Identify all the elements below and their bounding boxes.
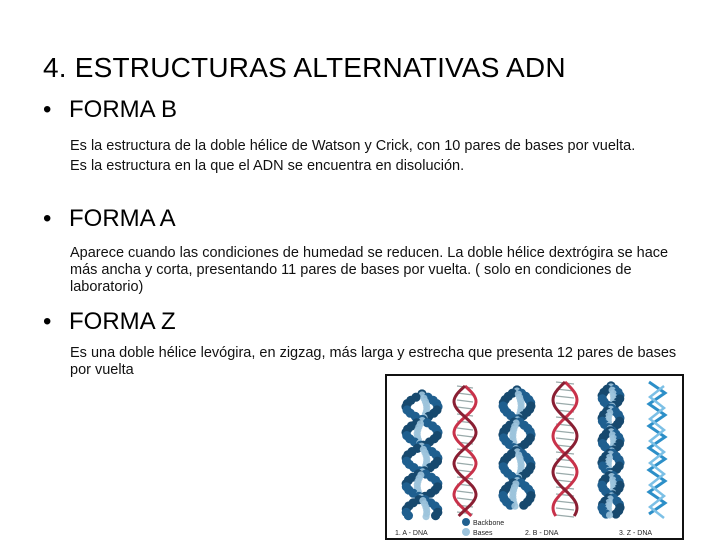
- dna-forms-figure: [385, 374, 684, 540]
- base-pair-rung: [556, 501, 574, 503]
- base-atom: [606, 511, 613, 518]
- base-pair-rung: [457, 407, 473, 409]
- base-pair-rung: [457, 498, 473, 500]
- base-pair-rung: [457, 428, 473, 430]
- bullet-forma-a: [43, 205, 176, 233]
- dna-illustration: [387, 376, 682, 538]
- base-pair-rung: [556, 515, 574, 517]
- legend-swatch-bases: [462, 528, 470, 536]
- paragraph-forma-b: [70, 138, 680, 175]
- base-pair-rung: [457, 456, 473, 458]
- paragraph-line: Es una doble hélice levógira, en zigzag, más larga y estrecha que presenta 12 pares de bases por vuelta: [70, 345, 677, 378]
- ribbon-a-dna: [454, 386, 476, 516]
- ribbon-b-dna: [553, 382, 577, 517]
- bullet-forma-b: [43, 96, 177, 124]
- bullet-dot: •: [43, 96, 52, 123]
- base-pair-rung: [457, 491, 473, 493]
- base-pair-rung: [457, 400, 473, 402]
- section-heading: FORMA A: [69, 205, 176, 232]
- base-pair-rung: [556, 473, 574, 475]
- helix-z-dna: [597, 381, 624, 518]
- base-pair-rung: [556, 396, 574, 398]
- base-atom: [422, 513, 429, 520]
- ribbon-z-dna: [649, 382, 665, 518]
- slide-title: 4. ESTRUCTURAS ALTERNATIVAS ADN: [43, 52, 566, 83]
- helix-a-dna: [401, 389, 442, 520]
- section-heading: FORMA Z: [69, 308, 176, 335]
- base-pair-rung: [457, 435, 473, 437]
- legend: [462, 518, 504, 537]
- paragraph-line: Aparece cuando las condiciones de humedad se reducen. La doble hélice dextrógira se hace más ancha y corta, presentando 11 pares de bases por vuelta. ( solo en condiciones de laboratorio): [70, 245, 669, 295]
- backbone-atom: [519, 501, 528, 510]
- label-a-dna: 1. A - DNA: [395, 530, 428, 537]
- backbone-atom: [404, 511, 413, 520]
- bullet-forma-z: [43, 308, 176, 336]
- bullet-dot: •: [43, 205, 52, 232]
- legend-bases-label: Bases: [473, 530, 493, 537]
- legend-backbone-label: Backbone: [473, 520, 505, 527]
- label-z-dna: 3. Z - DNA: [619, 530, 653, 537]
- base-pair-rung: [556, 431, 574, 433]
- base-pair-rung: [457, 463, 473, 465]
- label-b-dna: 2. B - DNA: [525, 530, 559, 537]
- paragraph-line: Es la estructura en la que el ADN se encuentra en disolución.: [70, 158, 465, 174]
- base-atom: [511, 503, 518, 510]
- helix-b-dna: [498, 385, 535, 509]
- base-pair-rung: [556, 508, 574, 510]
- paragraph-forma-a: [70, 245, 680, 296]
- bullet-dot: •: [43, 308, 52, 335]
- section-heading: FORMA B: [69, 96, 178, 123]
- base-pair-rung: [556, 403, 574, 405]
- base-pair-rung: [556, 466, 574, 468]
- backbone-atom: [431, 511, 440, 520]
- base-pair-rung: [556, 438, 574, 440]
- legend-swatch-backbone: [462, 518, 470, 526]
- paragraph-line: Es la estructura de la doble hélice de Watson y Crick, con 10 pares de bases por vuelta.: [70, 138, 636, 154]
